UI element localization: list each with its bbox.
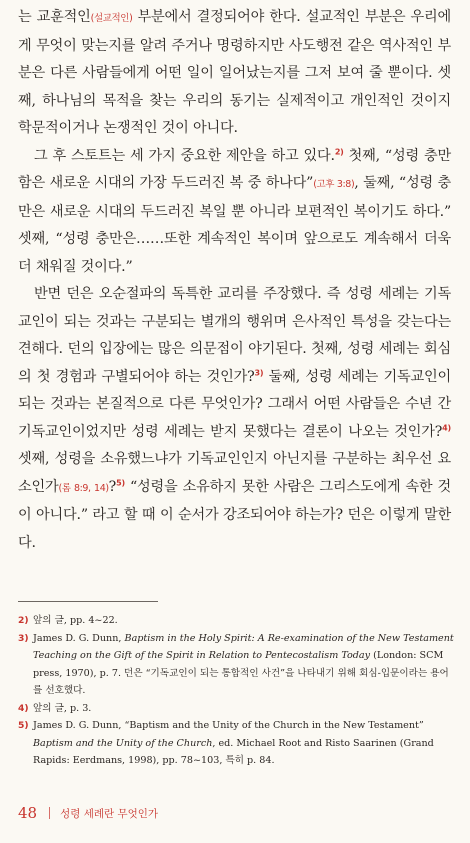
text-run: 그 후 스토트는 세 가지 중요한 제안을 하고 있다.	[34, 147, 335, 164]
citation-details: (London: SCM press, 1970), p. 7. 던은 “기독교인이 되는 통합적인 사건”을 나타내기 위해 회심-입문이라는 용어를 선호했다.	[33, 650, 449, 696]
footnote-item	[18, 612, 454, 630]
footnote-marker: 4)	[442, 422, 451, 432]
paragraph-3	[18, 281, 451, 557]
footnote-item	[18, 630, 454, 700]
running-title: 성령 세례란 무엇인가	[60, 807, 159, 820]
footnote-marker: 2)	[334, 146, 344, 156]
inline-reference: (고후 3:8)	[313, 179, 355, 190]
footnote-number: 2)	[18, 615, 29, 626]
citation-title: Baptism in the Holy Spirit: A Re-examination of the New Testament Teaching on the Gift of the Spirit in Relation to Pentecostalism Today	[33, 632, 454, 661]
citation-author: James D. G. Dunn,	[33, 632, 125, 644]
footnote-item	[18, 700, 454, 718]
footer-separator	[49, 807, 50, 819]
footnote-text	[33, 717, 454, 770]
footnote-number: 3)	[18, 632, 29, 644]
footnote-text: 앞의 글, p. 3.	[33, 702, 92, 714]
inline-reference: (롬 8:9, 14)	[58, 482, 109, 494]
footnote-text	[33, 630, 454, 700]
footnote-number: 4)	[18, 702, 29, 714]
footnotes	[18, 612, 454, 770]
body-text	[18, 4, 451, 557]
page-number: 48	[18, 804, 38, 822]
footnote-marker: 5)	[116, 477, 125, 487]
citation-author: James D. G. Dunn, “Baptism and the Unity of the Church in the New Testament”	[33, 720, 424, 731]
text-run: 첫째, “성령 충만함은 새로운 시대의 가장 두드러진 복 중 하나다”	[18, 147, 451, 191]
footnote-divider	[18, 601, 158, 602]
text-run: , 둘째, “성령 충만은 새로운 시대의 두드러진 복일 뿐 아니라 보편적인 복이기도 하다.” 셋째, “성령 충만은……또한 계속적인 복이며 앞으로도 계속해서 더욱더 채워질 것이다.”	[18, 175, 451, 275]
footnote-number: 5)	[18, 720, 29, 731]
text-run: “성령을 소유하지 못한 사람은 그리스도에게 속한 것이 아니다.” 라고 할 때 이 순서가 강조되어야 하는가? 던은 이렇게 말한다.	[18, 478, 451, 551]
footnote-item	[18, 717, 454, 770]
text-run: 둘째, 성령 세례는 기독교인이 되는 것과는 본질적으로 다른 무엇인가? 그래서 어떤 사람들은 수년 간 기독교인이었지만 성령 세례는 받지 못했다는 결론이 나오는 것인가?	[18, 368, 451, 440]
text-run: ?	[108, 478, 117, 495]
text-run: 셋째, 성령을 소유했느냐가 기독교인인지 아닌지를 구분하는 최우선 요소인가	[18, 451, 451, 495]
text-run: 는 교훈적인	[18, 9, 91, 25]
citation-title: Baptism and the Unity of the Church	[33, 737, 213, 749]
paragraph-2	[18, 143, 451, 282]
footnote-marker: 3)	[254, 367, 264, 377]
citation-details: , ed. Michael Root and Risto Saarinen (Grand Rapids: Eerdmans, 1998), pp. 78~103, 특히 p. 84.	[33, 737, 434, 766]
text-run: 반면 던은 오순절파의 독특한 교리를 주장했다. 즉 성령 세례는 기독교인이 되는 것과는 구분되는 별개의 행위며 은사적인 특성을 갖는다는 견해다. 던의 입장에는 많은 의문점이 야기된다. 첫째, 성령 세례는 회심의 첫 경험과 구별되어야 하는 것인가?	[18, 286, 451, 385]
inline-reference: (설교적인)	[90, 13, 133, 24]
text-run: 부분에서 결정되어야 한다. 설교적인 부분은 우리에게 무엇이 맞는지를 알려 주거나 명령하지만 사도행전 같은 역사적인 부분은 다른 사람들에게 어떤 일이 일어났는지를 그저 보여 줄 뿐이다. 셋째, 하나님의 목적을 찾는 우리의 동기는 실제적이고 개인적인 것이지 학문적이거나 논쟁적인 것이 아니다.	[18, 9, 452, 136]
paragraph-1	[18, 4, 451, 143]
footnote-text: 앞의 글, pp. 4~22.	[33, 615, 118, 626]
page-footer	[18, 803, 158, 823]
